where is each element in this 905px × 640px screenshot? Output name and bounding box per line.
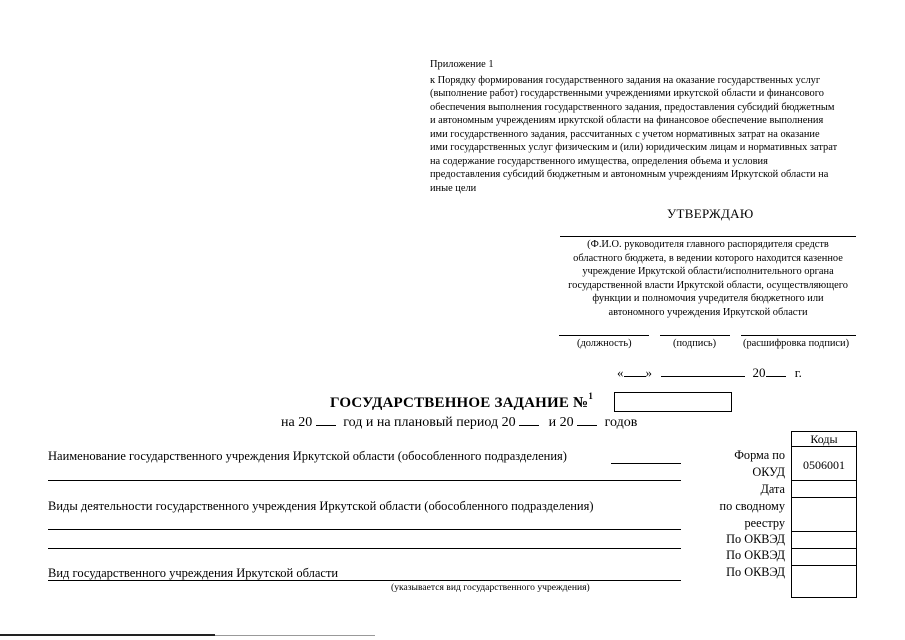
document-title — [330, 393, 593, 412]
appendix-line: ими государственных услуг физическим и (или) юридическим лицам и нормативных затрат — [430, 142, 838, 153]
date-day-field[interactable] — [624, 364, 646, 377]
activity-types-line-2[interactable] — [48, 548, 681, 549]
period-year-field[interactable] — [316, 413, 336, 426]
appendix-title: Приложение 1 — [430, 59, 494, 70]
period-and: и 20 — [548, 415, 574, 430]
date-label: Дата — [760, 482, 785, 496]
institution-name-label: Наименование государственного учреждения Иркутской области (обособленного подразделения) — [48, 449, 567, 463]
okved-code-cell-1[interactable] — [792, 532, 856, 549]
date-close-quote: » — [645, 365, 652, 380]
period-middle: год и на плановый период 20 — [343, 415, 516, 430]
appendix-line: обеспечения выполнения государственного задания, предоставления субсидий бюджетным — [430, 101, 835, 113]
fio-line[interactable] — [560, 236, 856, 237]
institution-type-caption: (указывается вид государственного учреждения) — [391, 582, 590, 593]
date-open-quote: « — [617, 365, 624, 380]
fio-caption-line: учреждение Иркутской области/исполнительного органа — [582, 266, 834, 277]
appendix-line: и автономным учреждениям иркутской области на финансовое обеспечение выполнения — [430, 115, 824, 126]
institution-type-line[interactable] — [48, 580, 681, 581]
okved-code-cell-2[interactable] — [792, 549, 856, 566]
fio-caption-line: областного бюджета, в ведении которого находится казенное — [573, 252, 843, 264]
appendix-line: к Порядку формирования государственного задания на оказание государственных услуг — [430, 74, 821, 86]
okved-label-3: По ОКВЭД — [726, 565, 785, 579]
plan-year-1-field[interactable] — [519, 413, 539, 426]
activity-types-label: Виды деятельности государственного учреждения Иркутской области (обособленного подразделения) — [48, 499, 594, 513]
form-okud-label-1: Форма по — [734, 448, 785, 462]
footnote-mark: 1 — [588, 391, 594, 401]
period-prefix: на 20 — [281, 415, 313, 430]
registry-label-2: реестру — [744, 516, 785, 530]
okved-code-cell-3[interactable] — [792, 566, 856, 597]
fio-caption-line: автономного учреждения Иркутской области — [608, 306, 808, 318]
date-year-prefix: 20 — [752, 365, 766, 380]
date-code-cell[interactable] — [792, 481, 856, 498]
codes-table — [791, 431, 857, 598]
appendix-block — [430, 58, 860, 195]
position-caption: (должность) — [577, 338, 632, 349]
codes-header: Коды — [792, 432, 856, 447]
okved-label-2: По ОКВЭД — [726, 548, 785, 562]
institution-name-line-1[interactable] — [611, 463, 681, 464]
appendix-line: на содержание государственного имущества, определения объема и условия — [430, 155, 768, 167]
okved-label-1: По ОКВЭД — [726, 532, 785, 546]
form-okud-label-2: ОКУД — [752, 465, 785, 479]
position-line[interactable] — [559, 335, 649, 336]
activity-types-line-1[interactable] — [48, 529, 681, 530]
appendix-line: иные цели — [430, 182, 477, 194]
fio-caption-line: функции и полномочия учредителя бюджетного или — [592, 293, 824, 304]
appendix-line: ими государственного задания, рассчитанных с учетом нормативных затрат на оказание — [430, 128, 820, 140]
appendix-line: (выполнение работ) государственными учреждениями иркутской области и финансового — [430, 88, 824, 99]
period-suffix: годов — [604, 415, 638, 430]
registry-label-1: по сводному — [719, 499, 785, 513]
date-year-suffix: г. — [794, 365, 802, 380]
fio-caption-line: государственной власти Иркутской области, осуществляющего — [568, 279, 848, 291]
decoding-line[interactable] — [741, 335, 856, 336]
task-number-field[interactable] — [614, 392, 732, 412]
appendix-text — [430, 74, 860, 196]
document-title-text: ГОСУДАРСТВЕННОЕ ЗАДАНИЕ № — [330, 395, 589, 411]
scan-edge-line — [0, 634, 215, 636]
registry-code-cell[interactable] — [792, 498, 856, 532]
institution-type-label: Вид государственного учреждения Иркутской области — [48, 566, 339, 580]
date-month-field[interactable] — [661, 364, 745, 377]
period-line — [281, 413, 637, 431]
signature-caption: (подпись) — [673, 338, 717, 349]
institution-name-line-2[interactable] — [48, 480, 681, 481]
okud-code-cell[interactable]: 0506001 — [792, 447, 856, 481]
approve-title: УТВЕРЖДАЮ — [667, 206, 754, 221]
decoding-caption: (расшифровка подписи) — [743, 338, 850, 349]
approval-date — [617, 364, 802, 381]
fio-caption-line: (Ф.И.О. руководителя главного распорядителя средств — [587, 239, 829, 250]
signature-line[interactable] — [660, 335, 730, 336]
plan-year-2-field[interactable] — [577, 413, 597, 426]
fio-caption — [560, 238, 856, 319]
appendix-line: предоставления субсидий бюджетным и автономным учреждениям Иркутской области на — [430, 169, 829, 180]
date-year-field[interactable] — [766, 364, 786, 377]
scan-edge-line-faint — [215, 635, 375, 636]
